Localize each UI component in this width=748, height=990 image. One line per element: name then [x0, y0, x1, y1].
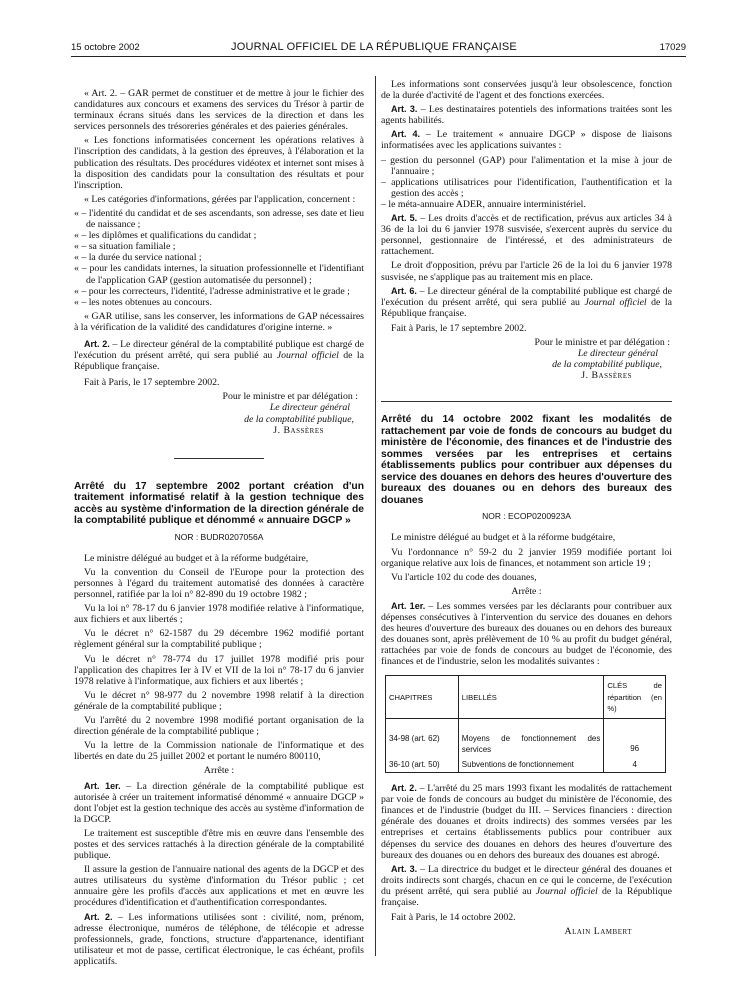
art4-paragraph: [381, 129, 672, 151]
signature-role: Le directeur général: [269, 402, 350, 414]
header-date: 15 octobre 2002: [71, 42, 140, 53]
article-text-end: de la République française.: [381, 885, 672, 908]
visa: Vu le décret n° 78-774 du 17 juillet 1978 modifié pris pour l'application des chapitres Ier à IV et VII de la loi n° 78-17 du 6 janvier 1978 relative à l'informatique, aux fichiers et aux libertés ;: [74, 653, 364, 687]
table-header: LIBELLÉS: [458, 676, 604, 718]
table-header: CLÉS de répartition (en %): [604, 676, 666, 718]
art2-gar-paragraph: « Art. 2. – GAR permet de constituer et de mettre à jour le fichier des candidatures aux concours et examens des services du Trésor à partir de terminaux écrans situés dans les services de la direction et dans les services personnels des trésoreries générales et des paieries générales.: [74, 88, 364, 133]
journal-name: Journal officiel: [276, 350, 339, 362]
article-text-end: de la République française.: [74, 350, 364, 373]
signature-name: J. Bassères: [581, 370, 632, 382]
signature-role: Le directeur général: [577, 348, 658, 360]
arrete-label: Arrête :: [203, 765, 235, 777]
repartition-table: [385, 675, 666, 773]
article-text: – La directrice du budget et le directeur général des douanes et droits indirects sont chargés, chacun en ce qui le concerne, de l'exécution du présent arrêté, qui sera publié au: [381, 863, 672, 897]
nor-reference: NOR : ECOP0200923A: [482, 511, 571, 522]
table-row: [386, 731, 666, 757]
art3-execution-paragraph: [381, 864, 672, 908]
article-label: Art. 3.: [391, 104, 418, 115]
article-text: – L'arrêté du 25 mars 1993 fixant les modalités de rattachement par voie de fonds de concours au budget du ministère de l'économie, des finances et de l'industrie (budget du III. – Services financiers : direction générale des douanes et droits indirects) des sommes versées par les entreprises et certains établissements publics pour contribuer aux dépenses du service des douanes en dehors des heures d'ouverture des bureaux des douanes ou en dehors des bureaux des douanes est abrogé.: [381, 783, 672, 861]
arrete-label: Arrête :: [511, 585, 542, 597]
article-label: Art. 1er.: [84, 780, 121, 791]
list-item: « – les diplômes et qualifications du candidat ;: [74, 230, 257, 242]
arrete-title: Arrêté du 14 octobre 2002 fixant les modalités de rattachement par voie de fonds de concours au budget du ministère de l'économie, des finances et de l'industrie des sommes versées par les entreprises et certains établissements publics pour contribuer aux dépenses du service des douanes en dehors des heures d'ouverture des bureaux des douanes ou en dehors des bureaux des douanes: [381, 414, 672, 506]
list-item: – gestion du personnel (GAP) pour l'alimentation et la mise à jour de l'annuaire ;: [381, 154, 672, 177]
nor-reference: NOR : BUDR0207056A: [174, 531, 264, 542]
list-item: « – l'identité du candidat et de ses ascendants, son adresse, ses date et lieu de naissance ;: [74, 207, 364, 231]
art2-informations-paragraph: [74, 912, 364, 967]
article-text: – Le traitement « annuaire DGCP » dispose de liaisons informatisées avec les applications suivantes :: [381, 129, 672, 152]
table-row: [386, 757, 666, 773]
page-number: 17029: [659, 42, 686, 53]
signature-role-2: de la comptabilité publique,: [552, 359, 662, 371]
visa: Le ministre délégué au budget et à la réforme budgétaire,: [391, 532, 616, 544]
signature-pour: Pour le ministre et par délégation :: [534, 336, 670, 348]
art5-paragraph: [381, 213, 672, 257]
visa: Vu la convention du Conseil de l'Europe pour la protection des personnes à l'égard du traitement automatisé des données à caractère personnel, ratifiée par la loi n° 82-890 du 19 octobre 1982 ;: [74, 566, 364, 601]
opposition-paragraph: Le droit d'opposition, prévu par l'article 26 de la loi du 6 janvier 1978 susvisée, ne s'applique pas au traitement mis en place.: [381, 260, 672, 283]
assure-paragraph: Il assure la gestion de l'annuaire national des agents de la DGCP et des autres utilisateurs du système d'information du Trésor public ; cet annuaire gère les profils d'accès aux applications et met en œuvre les procédures d'identification et d'authentification correspondantes.: [74, 864, 364, 909]
list-item: – applications utilisatrices pour l'identification, l'authentification et la gestion des accès ;: [381, 176, 672, 199]
article-label: Art. 4.: [391, 129, 420, 140]
signature-name: Alain Lambert: [564, 926, 632, 938]
section-separator: [381, 401, 672, 402]
signature-name: J. Bassères: [273, 424, 324, 436]
page-header: [0, 0, 748, 56]
table-cell: 36-10 (art. 50): [386, 757, 459, 773]
article-text: – Le directeur général de la comptabilité publique est chargé de l'exécution du présent arrêté, qui sera publié au: [74, 338, 364, 362]
list-item: « – les notes obtenues au concours.: [74, 296, 212, 308]
header-rule: [71, 56, 686, 57]
article-label: Art. 6.: [391, 285, 417, 296]
table-header-row: [386, 676, 666, 718]
art1-paragraph: [381, 601, 672, 668]
art3-paragraph: [381, 104, 672, 126]
art2-abrogation-paragraph: [381, 783, 672, 861]
list-item: – le méta-annuaire ADER, annuaire interministériel.: [381, 198, 586, 210]
list-item: « – pour les correcteurs, l'identité, l'adresse administrative et le grade ;: [74, 285, 350, 297]
article-label: Art. 1er.: [391, 600, 426, 611]
article-label: Art. 5.: [391, 213, 418, 224]
article-text: – Les destinataires potentiels des informations traitées sont les agents habilités.: [381, 104, 672, 127]
signature-title-2: [74, 414, 364, 425]
table-cell: 4: [604, 757, 666, 773]
visa: Vu la loi n° 78-17 du 6 janvier 1978 modifiée relative à l'informatique, aux fichiers et aux libertés ;: [74, 603, 364, 626]
categories-paragraph: « Les catégories d'informations, gérées par l'application, concernent :: [84, 193, 356, 205]
visa: Le ministre délégué au budget et à la réforme budgétaire,: [84, 552, 309, 564]
visa: Vu l'arrêté du 2 novembre 1998 modifié portant organisation de la direction générale de la comptabilité publique ;: [74, 715, 364, 738]
list-item: « – la durée du service national ;: [74, 252, 202, 264]
journal-title: JOURNAL OFFICIEL DE LA RÉPUBLIQUE FRANÇAISE: [231, 41, 517, 53]
visa: Vu l'article 102 du code des douanes,: [391, 571, 537, 583]
list-item: « – sa situation familiale ;: [74, 241, 176, 253]
table-cell: Moyens de fonctionnement des services: [458, 731, 604, 757]
art6-paragraph: [381, 286, 672, 319]
article-text: – Les informations utilisées sont : civilité, nom, prénom, adresse électronique, numéros de téléphone, de télécopie et adresse professionnels, grade, fonctions, structure d'appartenance, identifiant utilisateur et mot de passe, certificat électronique, le cas échéant, profils applicatifs.: [74, 911, 364, 967]
article-label: Art. 2.: [391, 783, 417, 794]
table-cell: 96: [604, 731, 666, 757]
list-item: « – pour les candidats internes, la situation professionnelle et l'identifiant de l'application GAP (gestion automatisée du personnel) ;: [74, 263, 364, 286]
fait-a-paris: Fait à Paris, le 17 septembre 2002.: [391, 322, 527, 334]
arrete-title: Arrêté du 17 septembre 2002 portant création d'un traitement informatisé relatif à la gestion technique des accès au système d'information de la direction générale de la comptabilité publique et dénommé « annuaire DGCP »: [74, 480, 364, 527]
signature-role-2: de la comptabilité publique,: [244, 413, 354, 425]
signature-title-2: [381, 359, 672, 370]
right-column: [381, 79, 672, 937]
table-header: CHAPITRES: [386, 676, 459, 718]
fonctions-paragraph: « Les fonctions informatisées concernent les opérations relatives à l'inscription des candidats, à la gestion des épreuves, à l'élaboration et la publication des résultats. Des procédures vidéotex et internet sont mises à la disposition des candidats pour la consultation des résultats et pour l'inscription.: [74, 135, 364, 191]
table-spacer-row: [386, 718, 666, 731]
article-label: Art. 3.: [391, 863, 418, 874]
art2-execution-paragraph: [74, 339, 364, 372]
signature-title: [74, 402, 364, 413]
journal-name: Journal officiel: [535, 885, 598, 897]
visa: Vu le décret n° 62-1587 du 29 décembre 1962 modifié portant règlement général sur la comptabilité publique ;: [74, 628, 364, 651]
article-text: – La direction générale de la comptabilité publique est autorisée à créer un traitement informatisé dénommé « annuaire DGCP » dont l'objet est la gestion technique des accès au système d'information de la DGCP.: [74, 780, 365, 825]
visa: Vu l'ordonnance n° 59-2 du 2 janvier 1959 modifiée portant loi organique relative aux lois de finances, et notamment son article 19 ;: [381, 546, 672, 569]
conservees-paragraph: Les informations sont conservées jusqu'à leur obsolescence, fonction de la durée d'activité de l'agent et des fonctions exercées.: [381, 79, 672, 102]
signature-pour: Pour le ministre et par délégation :: [222, 391, 358, 403]
left-column: [74, 88, 364, 970]
table-cell: Subventions de fonctionnement: [458, 757, 604, 773]
article-label: Art. 2.: [84, 338, 110, 349]
article-label: Art. 2.: [84, 911, 113, 922]
signature-title: [381, 348, 672, 359]
fait-a-paris: Fait à Paris, le 14 octobre 2002.: [391, 912, 516, 924]
table-cell: 34-98 (art. 62): [386, 731, 459, 757]
gar-paragraph: « GAR utilise, sans les conserver, les informations de GAP nécessaires à la vérification de la validité des candidatures d'origine interne. »: [74, 310, 364, 333]
article-text: – Les sommes versées par les déclarants pour contribuer aux dépenses consécutives à l'intervention du service des douanes en dehors des heures d'ouverture des bureaux des douanes ou en dehors des bureaux des douanes sont, après prélèvement de 10 % au profit du budget général, rattachées par voie de fonds de concours au budget de l'économie, des finances et de l'industrie, selon les modalités suivantes :: [381, 600, 672, 668]
article-text: – Le directeur général de la comptabilité publique est chargé de l'exécution du présent arrêté, qui sera publié au: [381, 285, 672, 308]
categories-list: [74, 208, 364, 308]
fait-a-paris: Fait à Paris, le 17 septembre 2002.: [84, 377, 220, 389]
section-separator: [174, 458, 264, 459]
article-text-end: de la République française.: [381, 296, 672, 319]
traitement-paragraph: Le traitement est susceptible d'être mis en œuvre dans l'ensemble des postes et des services rattachés à la direction générale de la comptabilité publique.: [74, 827, 364, 862]
article-text: – Les droits d'accès et de rectification, prévus aux articles 34 à 36 de la loi du 6 janvier 1978 susvisée, s'exercent auprès du service du personnel, gestionnaire de l'intéressé, et des administrateurs de rattachement.: [381, 213, 673, 258]
visa: Vu le décret n° 98-977 du 2 novembre 1998 relatif à la direction générale de la comptabilité publique ;: [74, 689, 364, 712]
art1-paragraph: [74, 781, 364, 825]
journal-name: Journal officiel: [584, 296, 647, 308]
column-divider: [375, 76, 376, 956]
applications-list: [381, 155, 672, 210]
visa: Vu la lettre de la Commission nationale de l'informatique et des libertés en date du 25 juillet 2002 et portant le numéro 800110,: [74, 740, 364, 763]
